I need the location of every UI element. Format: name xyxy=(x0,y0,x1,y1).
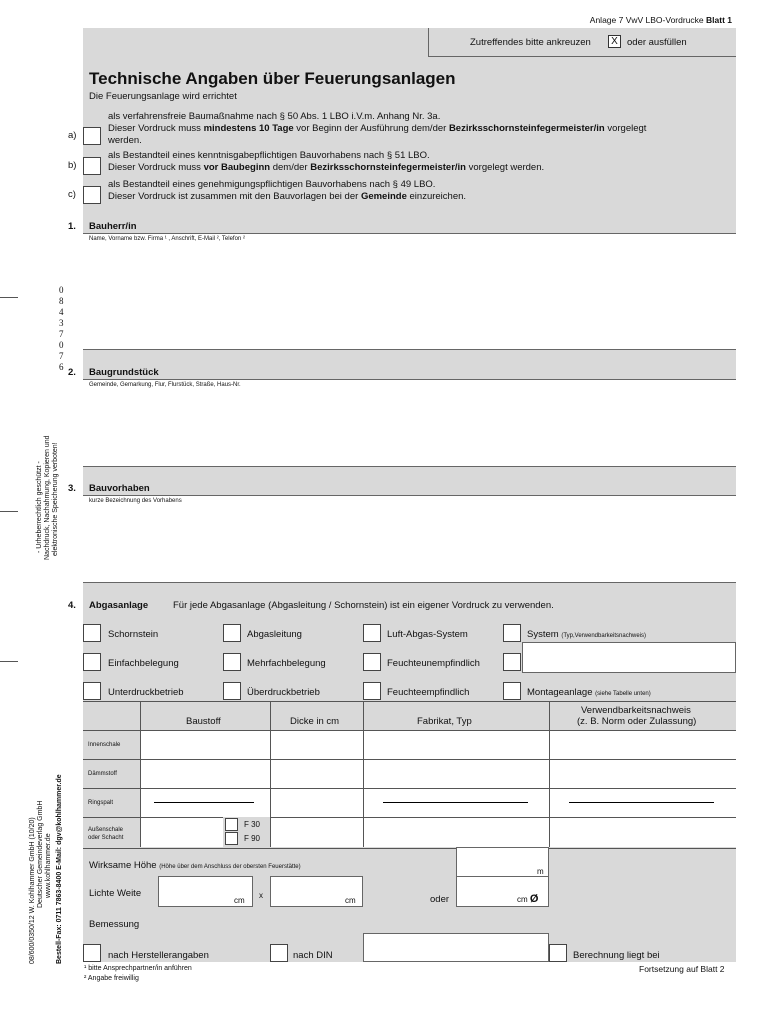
section-3-hint: kurze Bezeichnung des Vorhabens xyxy=(89,498,182,504)
copyright-line: elektronische Speicherung verboten! xyxy=(52,442,59,556)
unit-cm-b: cm xyxy=(345,896,356,905)
lichte-weite-label: Lichte Weite xyxy=(89,888,142,899)
side-digit: 0 xyxy=(59,340,64,350)
continuation-note: Fortsetzung auf Blatt 2 xyxy=(639,964,725,974)
unit-cm-dia xyxy=(517,894,538,905)
option-b-line2: Dieser Vordruck muss vor Baubeginn dem/der Bezirksschornsteinfegermeister/in vorgelegt werden. xyxy=(108,162,545,173)
system-input[interactable] xyxy=(522,642,736,673)
row-ringspalt: Ringspalt xyxy=(88,800,114,806)
fold-mark xyxy=(0,511,18,512)
page-title: Technische Angaben über Feuerungsanlagen xyxy=(89,69,456,88)
table-col-line xyxy=(549,701,550,847)
table-row-line xyxy=(83,759,736,760)
copyright-line: Nachdruck, Nachahmung, Kopieren und xyxy=(44,435,51,560)
table-col-line xyxy=(140,701,141,847)
table-row-line xyxy=(83,788,736,789)
bemessung-label: Bemessung xyxy=(89,919,140,930)
din-checkbox[interactable] xyxy=(270,944,288,962)
table-row-line xyxy=(83,730,736,731)
ringspalt-line xyxy=(154,802,254,803)
ringspalt-line xyxy=(383,802,528,803)
section-1-number: 1. xyxy=(68,221,76,232)
unit-cm-dia-text: cm xyxy=(517,895,528,904)
abgasleitung-checkbox[interactable] xyxy=(223,624,241,642)
section-2-title: Baugrundstück xyxy=(89,367,159,378)
row-innenschale: Innenschale xyxy=(88,742,121,748)
annex-sheet: Blatt 1 xyxy=(706,15,732,25)
section-3-title: Bauvorhaben xyxy=(89,483,150,494)
fold-mark xyxy=(0,661,18,662)
col-header-nachweis-sub: (z. B. Norm oder Zulassung) xyxy=(577,716,697,727)
section-4-title: Abgasanlage xyxy=(89,600,149,611)
herstellerangaben-checkbox[interactable] xyxy=(83,944,101,962)
option-b-checkbox[interactable] xyxy=(83,157,101,175)
table-col-line xyxy=(270,701,271,847)
col-header-baustoff: Baustoff xyxy=(186,716,221,727)
instruction-check-icon xyxy=(608,35,621,48)
f30-checkbox[interactable] xyxy=(225,818,238,831)
f90-checkbox[interactable] xyxy=(225,832,238,845)
feuchteunempfindlich-label: Feuchteunempfindlich xyxy=(387,658,480,669)
table-row-line xyxy=(83,817,736,818)
page-subtitle: Die Feuerungsanlage wird errichtet xyxy=(89,91,237,102)
option-a-letter: a) xyxy=(68,130,77,141)
row-daemmstoff: Dämmstoff xyxy=(88,771,117,777)
mehrfachbelegung-label: Mehrfachbelegung xyxy=(247,658,326,669)
feuchteunempfindlich-checkbox[interactable] xyxy=(363,653,381,671)
instruction-post: oder ausfüllen xyxy=(627,37,687,48)
feuchteempfindlich-label: Feuchteempfindlich xyxy=(387,687,470,698)
system-extra-checkbox[interactable] xyxy=(503,653,521,671)
publisher-line: 08/600/0350/12 W. Kohlhammer GmbH (10/20) xyxy=(29,817,36,964)
order-line: Bestell-Fax: 0711 7863-8400 E-Mail: dgv@kohlhammer.de xyxy=(56,774,63,964)
unterdruck-checkbox[interactable] xyxy=(83,682,101,700)
check-mark: X xyxy=(611,36,618,47)
section-2-number: 2. xyxy=(68,367,76,378)
diameter-icon: Ø xyxy=(529,893,539,905)
unit-m: m xyxy=(537,867,544,876)
wirksame-text: Wirksame Höhe xyxy=(89,860,157,871)
col-header-nachweis: Verwendbarkeitsnachweis xyxy=(581,705,691,716)
copyright-line: - Urheberrechtlich geschützt - xyxy=(36,461,43,553)
side-digit: 3 xyxy=(59,318,64,328)
section-1-hint: Name, Vorname bzw. Firma ¹ , Anschrift, E-Mail ², Telefon ² xyxy=(89,236,245,242)
einfachbelegung-label: Einfachbelegung xyxy=(108,658,179,669)
option-a-checkbox[interactable] xyxy=(83,127,101,145)
bauvorhaben-field[interactable] xyxy=(83,495,736,583)
system-checkbox[interactable] xyxy=(503,624,521,642)
side-digit: 0 xyxy=(59,285,64,295)
table-col-line xyxy=(363,701,364,847)
times-sign: x xyxy=(259,891,263,900)
row-aussenschale: Außenschale xyxy=(88,827,124,833)
ueberdruck-checkbox[interactable] xyxy=(223,682,241,700)
option-c-line1: als Bestandteil eines genehmigungspflichtigen Bauvorhabens nach § 49 LBO. xyxy=(108,179,436,190)
din-input[interactable] xyxy=(363,933,549,962)
einfachbelegung-checkbox[interactable] xyxy=(83,653,101,671)
ringspalt-line xyxy=(569,802,714,803)
montage-label xyxy=(527,687,651,700)
side-digit: 7 xyxy=(59,351,64,361)
system-label xyxy=(527,629,646,642)
wirksame-hoehe-input[interactable] xyxy=(456,847,549,878)
berechnung-label: Berechnung liegt bei xyxy=(573,950,660,961)
option-a-line3: werden. xyxy=(108,135,142,146)
option-c-line2: Dieser Vordruck ist zusammen mit den Bauvorlagen bei der Gemeinde einzureichen. xyxy=(108,191,467,202)
annex-prefix: Anlage 7 VwV LBO-Vordrucke xyxy=(589,15,707,25)
wirksame-hoehe-label xyxy=(89,860,301,873)
montage-text: Montageanlage xyxy=(527,687,593,698)
side-digit: 4 xyxy=(59,307,64,317)
mehrfachbelegung-checkbox[interactable] xyxy=(223,653,241,671)
system-hint: (Typ,Verwendbarkeitsnachweis) xyxy=(561,633,647,639)
footnote-1: ¹ bitte Ansprechpartner/in anführen xyxy=(84,965,192,972)
grundstueck-field[interactable] xyxy=(83,379,736,467)
col-header-fabrikat: Fabrikat, Typ xyxy=(417,716,472,727)
section-4-note: Für jede Abgasanlage (Abgasleitung / Schornstein) ist ein eigener Vordruck zu verwenden. xyxy=(173,600,554,611)
option-b-letter: b) xyxy=(68,160,77,171)
option-a-line2: Dieser Vordruck muss mindestens 10 Tage vor Beginn der Ausführung dem/der Bezirksschornsteinfegermeister/in vorgelegt xyxy=(108,123,647,134)
instruction-pre: Zutreffendes bitte ankreuzen xyxy=(470,37,591,48)
montage-checkbox[interactable] xyxy=(503,682,521,700)
luft-abgas-checkbox[interactable] xyxy=(363,624,381,642)
fold-mark xyxy=(0,297,18,298)
publisher-line: Deutscher Gemeindeverlag GmbH xyxy=(37,800,44,908)
section-2-hint: Gemeinde, Gemarkung, Flur, Flurstück, Straße, Haus-Nr. xyxy=(89,382,241,388)
side-digit: 6 xyxy=(59,362,64,372)
berechnung-checkbox[interactable] xyxy=(549,944,567,962)
luft-abgas-label: Luft-Abgas-System xyxy=(387,629,468,640)
unit-cm-a: cm xyxy=(234,896,245,905)
bauherr-field[interactable] xyxy=(83,233,736,350)
schornstein-label: Schornstein xyxy=(108,629,159,640)
montage-hint: (siehe Tabelle unten) xyxy=(595,691,651,697)
abgasleitung-label: Abgasleitung xyxy=(247,629,302,640)
footnote-2: ² Angabe freiwillig xyxy=(84,975,139,982)
option-c-letter: c) xyxy=(68,189,76,200)
din-label: nach DIN xyxy=(293,950,333,961)
annex-label xyxy=(590,15,732,26)
row-schacht: oder Schacht xyxy=(88,835,124,841)
oder-label: oder xyxy=(430,894,450,905)
option-c-checkbox[interactable] xyxy=(83,186,101,204)
section-4-number: 4. xyxy=(68,600,76,611)
section-1-title: Bauherr/in xyxy=(89,221,137,232)
schornstein-checkbox[interactable] xyxy=(83,624,101,642)
unterdruck-label: Unterdruckbetrieb xyxy=(108,687,184,698)
system-text: System xyxy=(527,629,559,640)
wirksame-hint: (Höhe über dem Anschluss der obersten Feuerstätte) xyxy=(159,864,301,870)
f90-label: F 90 xyxy=(244,834,261,843)
herstellerangaben-label: nach Herstellerangaben xyxy=(108,950,209,961)
col-header-dicke: Dicke in cm xyxy=(290,716,340,727)
section-3-number: 3. xyxy=(68,483,76,494)
feuchteempfindlich-checkbox[interactable] xyxy=(363,682,381,700)
f30-label: F 30 xyxy=(244,820,261,829)
option-b-line1: als Bestandteil eines kenntnisgabepflichtigen Bauvorhabens nach § 51 LBO. xyxy=(108,150,430,161)
option-a-line1: als verfahrensfreie Baumaßnahme nach § 50 Abs. 1 LBO i.V.m. Anhang Nr. 3a. xyxy=(108,111,441,122)
ueberdruck-label: Überdruckbetrieb xyxy=(247,687,320,698)
side-digit: 7 xyxy=(59,329,64,339)
side-digit: 8 xyxy=(59,296,64,306)
publisher-line: www.kohlhammer.de xyxy=(45,833,52,898)
